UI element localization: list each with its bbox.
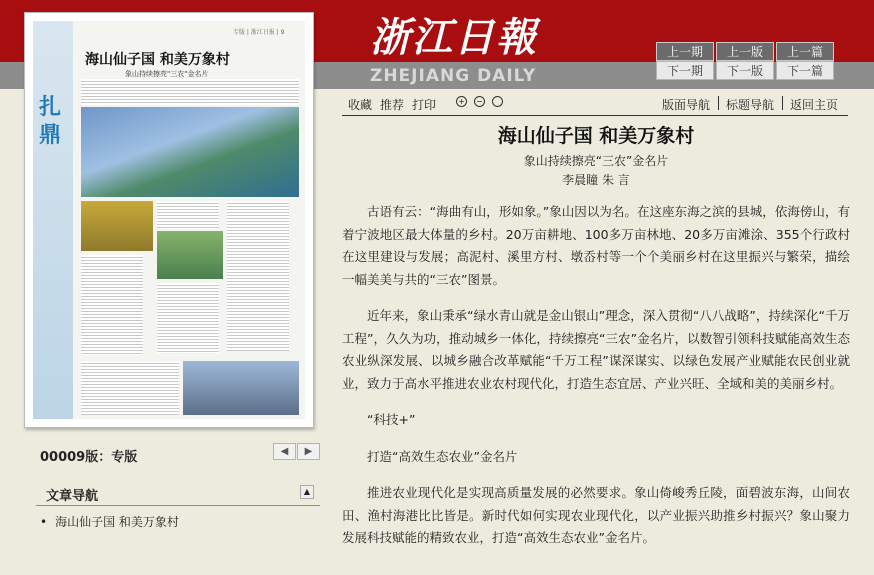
prev-page-arrow[interactable]: ◀ [273, 443, 296, 460]
article-nav-header [36, 480, 320, 506]
title-nav-link[interactable]: 标题导航 [726, 98, 775, 112]
thumbnail-text-block [81, 79, 299, 105]
thumbnail-aerial-photo [81, 107, 299, 197]
page-thumbnail-image[interactable] [33, 21, 305, 419]
next-article-button[interactable]: 下一篇 [776, 61, 834, 80]
masthead-english: ZHEJIANG DAILY [370, 66, 537, 86]
thumbnail-headline: 海山仙子国 和美万象村 [85, 52, 230, 68]
collapse-icon[interactable]: ▲ [300, 485, 314, 499]
next-page-button[interactable]: 下一版 [716, 61, 774, 80]
thumbnail-page-tag: 专版 | 浙江日报 | 9 [233, 29, 285, 36]
toolbar-divider [782, 96, 783, 110]
thumbnail-field-photo [81, 201, 153, 251]
masthead-logo: 浙江日報 [370, 14, 538, 61]
page-number-label: 00009版：专版 [40, 450, 138, 465]
zoom-reset-icon[interactable] [492, 96, 503, 107]
article-section-label: “科技+” [367, 412, 416, 427]
favorite-link[interactable]: 收藏 [348, 98, 373, 112]
zoom-in-icon[interactable]: + [456, 96, 467, 107]
article-title: 海山仙子国 和美万象村 [497, 125, 695, 147]
article-section-heading: 打造“高效生态农业”金名片 [367, 448, 518, 464]
article-author: 李晨瞳 朱 言 [562, 173, 630, 187]
thumbnail-village-photo [157, 231, 223, 279]
thumbnail-text-column [157, 201, 219, 229]
article-subtitle: 象山持续擦亮“三农”金名片 [523, 154, 669, 168]
page-nav-link[interactable]: 版面导航 [662, 98, 711, 112]
prev-article-button[interactable]: 上一篇 [776, 42, 834, 61]
page-thumbnail[interactable] [24, 12, 314, 428]
print-link[interactable]: 打印 [412, 98, 437, 112]
article-nav-title: 文章导航 [46, 489, 99, 504]
thumbnail-text-column [81, 255, 143, 355]
zoom-out-icon[interactable]: − [474, 96, 485, 107]
recommend-link[interactable]: 推荐 [380, 98, 405, 112]
thumbnail-text-column [157, 283, 219, 353]
article-body [342, 201, 850, 550]
prev-page-button[interactable]: 上一版 [716, 42, 774, 61]
article-toolbar [342, 94, 848, 116]
next-page-arrow[interactable]: ▶ [297, 443, 320, 460]
article-content [342, 122, 850, 564]
thumbnail-harbor-photo [183, 361, 299, 415]
thumbnail-text-column [81, 361, 179, 415]
article-paragraph: 近年来，象山秉承“绿水青山就是金山银山”理念，深入贯彻“八八战略”，持续深化“千万工程”，久久为功，推动城乡一体化，持续擦亮“三农”金名片，以数智引领科技赋能高效生态农业纵深发展、以城乡融合改革赋能“千万工程”谋深谋实、以绿色发展产业赋能农民创业就业，致力于高水平推进农业农村现代化，打造生态宜居、产业兴旺、全域和美的美丽乡村。 [342, 308, 850, 391]
next-issue-button[interactable]: 下一期 [656, 61, 714, 80]
article-paragraph: 推进农业现代化是实现高质量发展的必然要求。象山倚峻秀丘陵，面碧波东海，山间农田、渔村海港比比皆是。新时代如何实现农业现代化，以产业振兴助推乡村振兴？象山聚力发展科技赋能的精致农业，打造“高效生态农业”金名片。 [342, 485, 850, 545]
thumbnail-text-column [227, 201, 289, 351]
toolbar-divider [718, 96, 719, 110]
article-paragraph: 古语有云：“海曲有山，形如象。”象山因以为名。在这座东海之滨的县城，依海傍山，有着宁波地区最大体量的乡村。20万亩耕地、100多万亩林地、20多万亩滩涂、355个行政村在这里建设与发展；高泥村、溪里方村、墩岙村等一个个美丽乡村在这里振兴与繁荣，描绘一幅美美与共的“三农”图景。 [342, 204, 850, 287]
thumbnail-side-banner [33, 21, 73, 419]
article-nav-item[interactable]: • 海山仙子国 和美万象村 [40, 513, 179, 530]
thumbnail-subhead: 象山持续擦亮"三农"金名片 [125, 70, 209, 78]
prev-issue-button[interactable]: 上一期 [656, 42, 714, 61]
thumbnail-column-mark: 扎鼎 [39, 94, 62, 148]
home-link[interactable]: 返回主页 [790, 98, 839, 112]
